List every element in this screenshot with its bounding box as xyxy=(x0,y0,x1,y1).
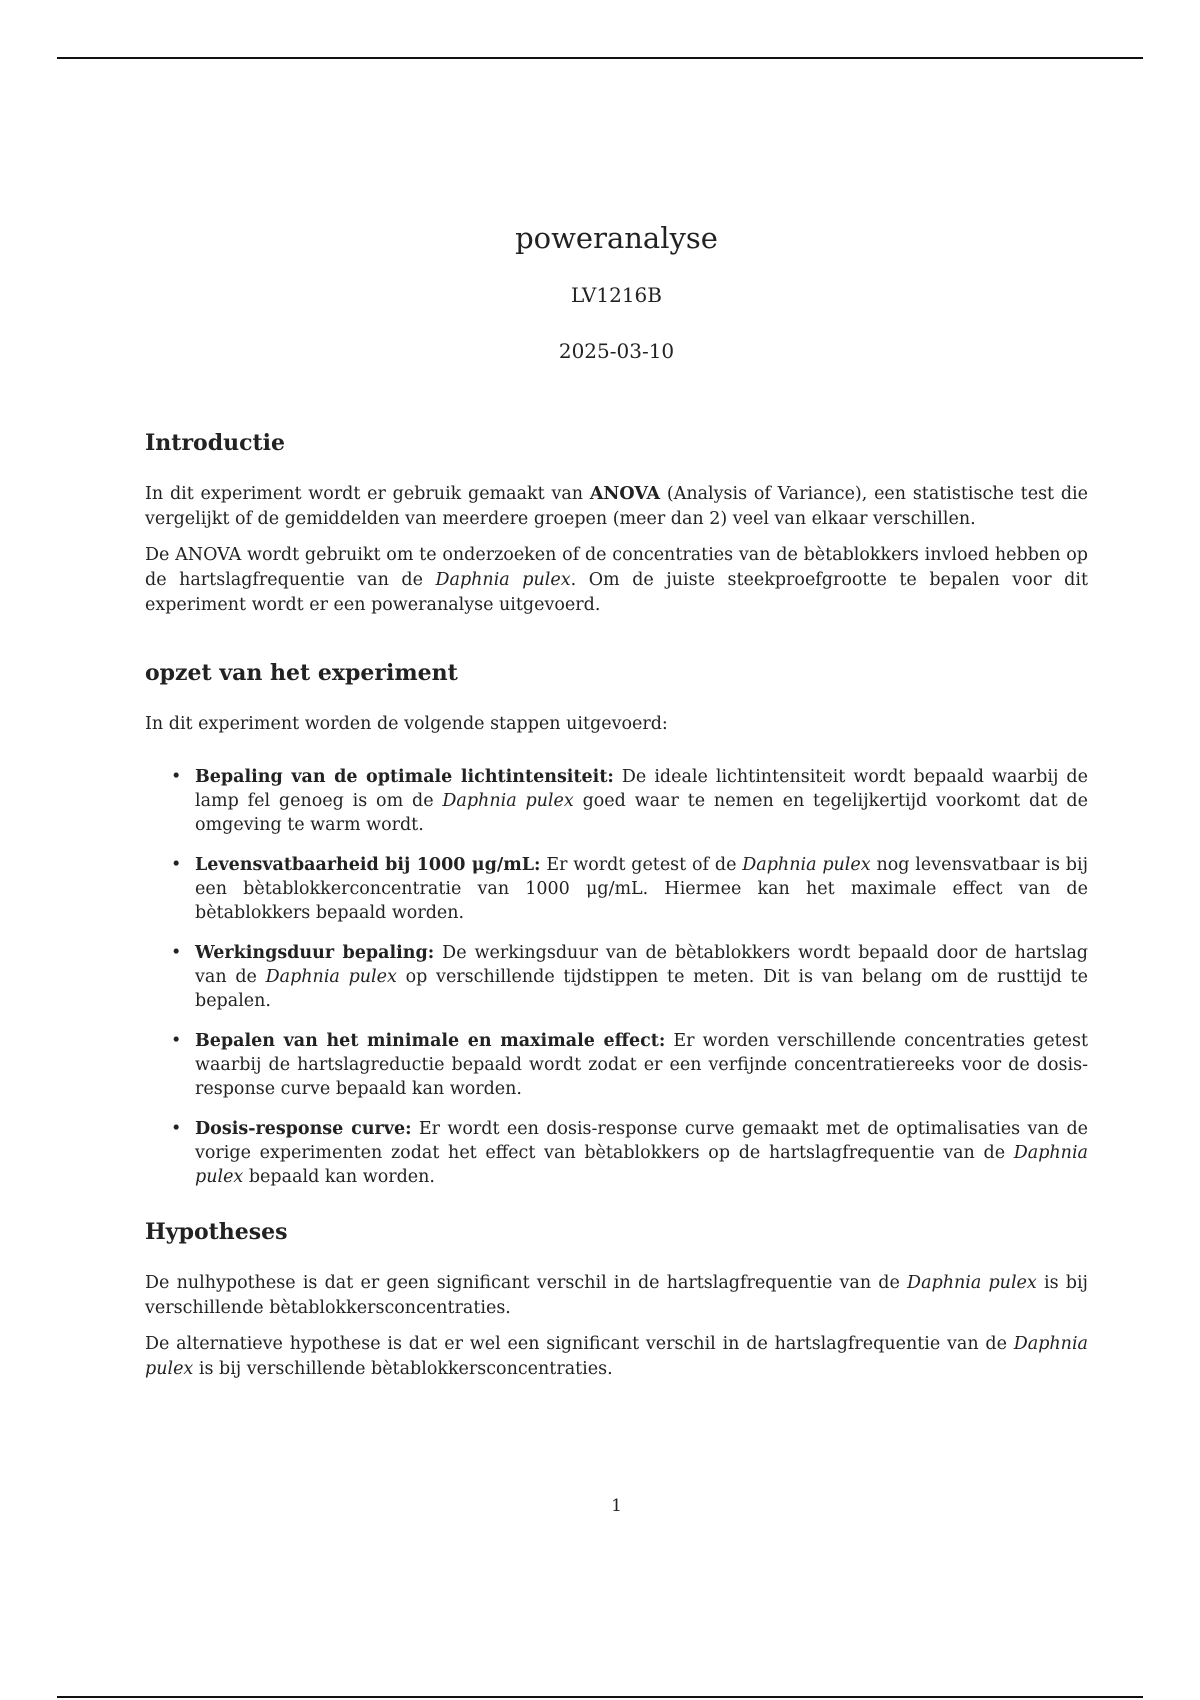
hypothesis-null xyxy=(145,1271,1088,1321)
text-run: bepaald kan worden. xyxy=(243,1167,435,1187)
item-label: Bepaling van de optimale lichtintensiteit: xyxy=(195,767,614,787)
bottom-rule xyxy=(57,1696,1143,1698)
title-block xyxy=(145,210,1088,364)
text-run: De ANOVA wordt gebruikt om te onderzoeken of de concentraties van de bètablokkers invloed hebben op de hartslagfrequentie van de xyxy=(145,545,1088,590)
intro-paragraph-2 xyxy=(145,543,1088,618)
section-introductie xyxy=(145,428,1088,618)
list-item xyxy=(145,1117,1088,1189)
species-name: Daphnia pulex xyxy=(742,855,871,875)
text-run: Er worden verschillende concentraties getest waarbij de hartslagreductie bepaald wordt zodat er een verfijnde concentratiereeks voor de dosis-response curve bepaald kan worden. xyxy=(195,1031,1088,1099)
text-run: De alternatieve hypothese is dat er wel een significant verschil in de hartslagfrequentie van de xyxy=(145,1334,1014,1354)
document-title: poweranalyse xyxy=(515,221,718,255)
text-run: De werkingsduur van de bètablokkers wordt bepaald door de hartslag van de xyxy=(195,943,1088,987)
hypothesis-alternative xyxy=(145,1332,1088,1382)
bullet-marker: • xyxy=(171,855,182,875)
item-label: Dosis-response curve: xyxy=(195,1119,412,1139)
text-run: is bij verschillende bètablokkersconcentraties. xyxy=(145,1273,1088,1318)
opzet-intro: In dit experiment worden de volgende stappen uitgevoerd: xyxy=(145,714,668,734)
species-name: Daphnia pulex xyxy=(195,1143,1088,1187)
section-heading-hypotheses: Hypotheses xyxy=(145,1219,288,1245)
text-run: Er wordt een dosis-response curve gemaakt met de optimalisaties van de vorige experimenten zodat het effect van bètablokkers op de hartslagfrequentie van de xyxy=(195,1119,1088,1163)
text-run: nog levensvatbaar is bij een bètablokkerconcentratie van 1000 μg/mL. Hiermee kan het maximale effect van de bètablokkers bepaald worden. xyxy=(195,855,1088,923)
section-heading-opzet: opzet van het experiment xyxy=(145,660,458,686)
text-run: goed waar te nemen en tegelijkertijd voorkomt dat de omgeving te warm wordt. xyxy=(195,791,1088,835)
text-run: De nulhypothese is dat er geen significant verschil in de hartslagfrequentie van de xyxy=(145,1273,908,1293)
list-item xyxy=(145,1029,1088,1101)
text-run: De ideale lichtintensiteit wordt bepaald waarbij de lamp fel genoeg is om de xyxy=(195,767,1088,811)
text-run: is bij verschillende bètablokkersconcentraties. xyxy=(193,1359,613,1379)
text-run: op verschillende tijdstippen te meten. Dit is van belang om de rusttijd te bepalen. xyxy=(195,967,1088,1011)
text-run: (Analysis of Variance), een statistische test die vergelijkt of de gemiddelden van meerdere groepen (meer dan 2) veel van elkaar verschillen. xyxy=(145,484,1089,529)
species-name: Daphnia pulex xyxy=(907,1273,1037,1293)
species-name: Daphnia pulex xyxy=(265,967,397,987)
section-heading-introductie: Introductie xyxy=(145,430,286,456)
list-item xyxy=(145,941,1088,1013)
list-item xyxy=(145,765,1088,837)
steps-list xyxy=(145,765,1088,1189)
species-name: Daphnia pulex xyxy=(145,1334,1088,1379)
text-run: In dit experiment wordt er gebruik gemaakt van xyxy=(145,484,590,504)
bullet-marker: • xyxy=(171,1031,182,1051)
item-label: Levensvatbaarheid bij 1000 μg/mL: xyxy=(195,855,541,875)
page-number: 1 xyxy=(611,1496,622,1516)
text-run: Er wordt getest of de xyxy=(540,855,743,875)
bold-term-anova: ANOVA xyxy=(589,484,661,504)
document-author: LV1216B xyxy=(571,283,662,307)
list-item xyxy=(145,853,1088,925)
item-label: Bepalen van het minimale en maximale effect: xyxy=(195,1031,666,1051)
intro-paragraph-1 xyxy=(145,482,1088,532)
species-name: Daphnia pulex xyxy=(435,570,571,590)
text-run: . Om de juiste steekproefgrootte te bepalen voor dit experiment wordt er een poweranalyse uitgevoerd. xyxy=(145,570,1088,615)
section-opzet xyxy=(145,658,1088,1189)
item-label: Werkingsduur bepaling: xyxy=(195,943,435,963)
bullet-marker: • xyxy=(171,767,182,787)
species-name: Daphnia pulex xyxy=(442,791,574,811)
document-page xyxy=(145,210,1088,1382)
section-hypotheses xyxy=(145,1217,1088,1382)
bullet-marker: • xyxy=(171,1119,182,1139)
document-date: 2025-03-10 xyxy=(558,339,675,363)
bullet-marker: • xyxy=(171,943,182,963)
top-rule xyxy=(57,57,1143,59)
